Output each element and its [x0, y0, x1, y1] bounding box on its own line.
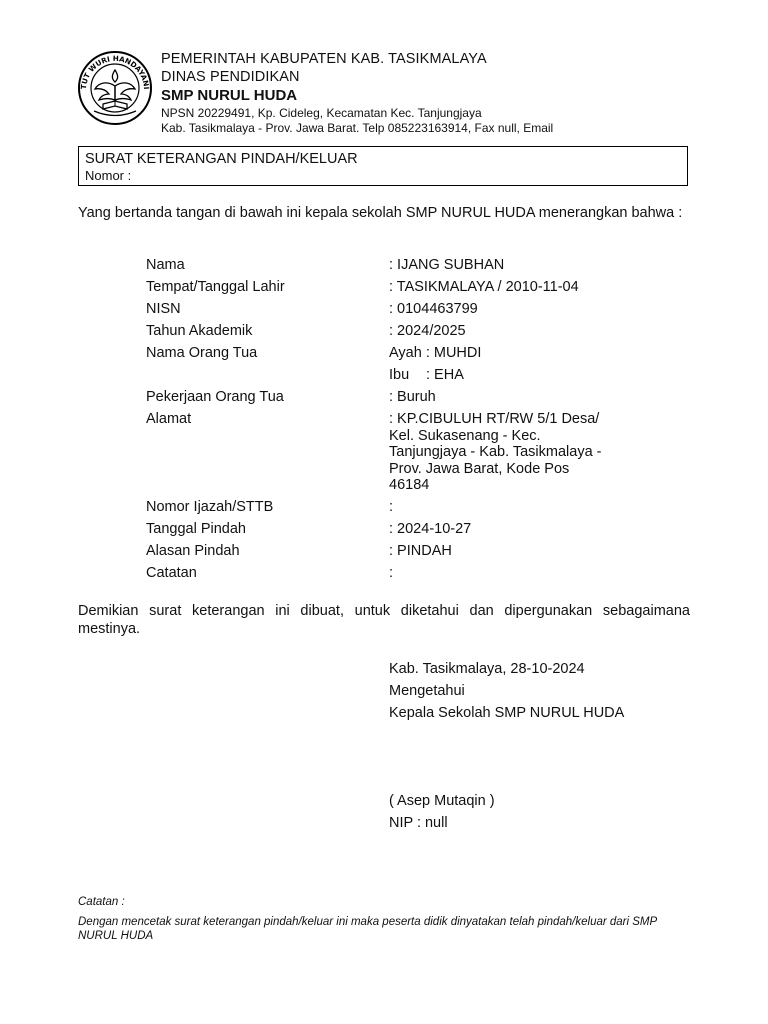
signature-block	[389, 658, 709, 834]
field-value-ibu	[389, 367, 624, 384]
field-row-nama	[146, 257, 626, 274]
field-label: Nama	[146, 257, 185, 273]
signature-space	[389, 724, 709, 790]
field-value: : PINDAH	[389, 543, 452, 559]
field-label: Nomor Ijazah/STTB	[146, 499, 274, 515]
letterhead	[161, 50, 721, 136]
signer-name: ( Asep Mutaqin )	[389, 793, 495, 809]
signer-nip: NIP : null	[389, 815, 448, 831]
field-label: Tempat/Tanggal Lahir	[146, 279, 285, 295]
field-label: Catatan	[146, 565, 197, 581]
field-row-alasan-pindah	[146, 543, 626, 560]
field-label: Tanggal Pindah	[146, 521, 246, 537]
field-value: : IJANG SUBHAN	[389, 257, 505, 273]
letter-title-box	[78, 146, 688, 186]
student-data-table	[146, 257, 626, 587]
field-value: : 0104463799	[389, 301, 478, 317]
field-row-catatan	[146, 565, 626, 582]
acknowledge-text: Mengetahui	[389, 683, 465, 699]
signer-position: Kepala Sekolah SMP NURUL HUDA	[389, 705, 625, 721]
field-row-ibu	[146, 367, 626, 384]
tut-wuri-handayani-logo	[74, 48, 156, 126]
field-row-nomor-ijazah	[146, 499, 626, 516]
field-value-address	[389, 411, 624, 494]
field-value: : 2024/2025	[389, 323, 466, 339]
school-name: SMP NURUL HUDA	[161, 87, 298, 104]
address-line: 46184	[389, 477, 430, 493]
field-label: Alasan Pindah	[146, 543, 240, 559]
school-address-line-2: Kab. Tasikmalaya - Prov. Jawa Barat. Telp 085223163914, Fax null, Email	[161, 121, 554, 135]
field-label-empty	[146, 367, 389, 384]
intro-paragraph: Yang bertanda tangan di bawah ini kepala sekolah SMP NURUL HUDA menerangkan bahwa :	[78, 205, 683, 221]
field-value: : Buruh	[389, 389, 436, 405]
field-value: : TASIKMALAYA / 2010-11-04	[389, 279, 579, 295]
letter-number: Nomor :	[85, 168, 132, 183]
field-value: :	[389, 565, 394, 581]
field-label: NISN	[146, 301, 181, 317]
field-label: Nama Orang Tua	[146, 345, 258, 361]
field-row-alamat	[146, 411, 626, 494]
field-row-tanggal-pindah	[146, 521, 626, 538]
field-value: :	[389, 499, 394, 515]
department-name: DINAS PENDIDIKAN	[161, 69, 300, 85]
ibu-label: Ibu	[389, 367, 410, 383]
letter-title: SURAT KETERANGAN PINDAH/KELUAR	[85, 151, 358, 167]
field-row-tempat-tanggal-lahir	[146, 279, 626, 296]
field-value-ayah: Ayah : MUHDI	[389, 345, 482, 361]
place-date: Kab. Tasikmalaya, 28-10-2024	[389, 661, 585, 677]
field-row-tahun-akademik	[146, 323, 626, 340]
ibu-value: : EHA	[426, 367, 464, 383]
field-value: : 2024-10-27	[389, 521, 472, 537]
field-row-nisn	[146, 301, 626, 318]
school-address-line-1: NPSN 20229491, Kp. Cideleg, Kecamatan Kec. Tanjungjaya	[161, 106, 482, 120]
svg-text:TUT WURI HANDAYANI	[79, 54, 151, 90]
government-name: PEMERINTAH KABUPATEN KAB. TASIKMALAYA	[161, 51, 487, 67]
footer-note-text: Dengan mencetak surat keterangan pindah/keluar ini maka peserta didik dinyatakan telah pindah/keluar dari SMP NURUL HUDA	[78, 916, 657, 942]
address-line: Tanjungjaya - Kab. Tasikmalaya -	[389, 444, 602, 460]
address-line: Prov. Jawa Barat, Kode Pos	[389, 460, 570, 477]
address-line: : KP.CIBULUH RT/RW 5/1 Desa/	[389, 411, 600, 427]
footer-note-title: Catatan :	[78, 896, 125, 908]
field-row-nama-orang-tua	[146, 345, 626, 362]
logo-motto: TUT WURI HANDAYANI	[78, 53, 152, 90]
field-label: Pekerjaan Orang Tua	[146, 389, 284, 405]
closing-paragraph: Demikian surat keterangan ini dibuat, untuk diketahui dan dipergunakan sebagaimana mestinya.	[78, 603, 690, 637]
tut-wuri-handayani-logo-icon	[74, 48, 156, 126]
address-line: Kel. Sukasenang - Kec.	[389, 427, 541, 444]
field-label: Alamat	[146, 411, 192, 427]
field-row-pekerjaan-orang-tua	[146, 389, 626, 406]
footer-note	[78, 895, 690, 943]
field-label: Tahun Akademik	[146, 323, 253, 339]
